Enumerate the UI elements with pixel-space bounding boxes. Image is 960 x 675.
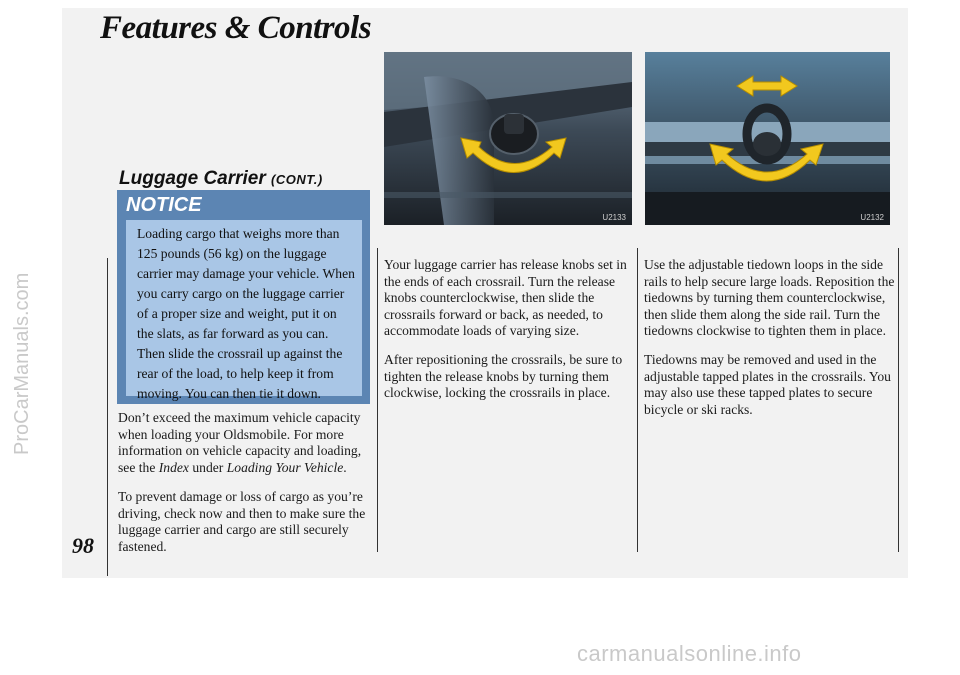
col2-paragraph-2: After repositioning the crossrails, be sure to tighten the release knobs by turning them clockwise, locking the crossrails in place. <box>384 352 623 401</box>
photo-code-right: U2132 <box>860 213 884 222</box>
notice-title: NOTICE <box>126 194 202 216</box>
notice-text: Loading cargo that weighs more than 125 pounds (56 kg) on the luggage carrier may damage your vehicle. When you carry cargo on the luggage carrier of a proper size and weight, put it on the slats, as far forward as you can. Then slide the crossrail up against the rear of the load, to help keep it from moving. You can then tie it down. <box>137 226 355 401</box>
column-rule-left <box>107 258 108 576</box>
loading-ref: Loading Your Vehicle <box>226 459 344 475</box>
col1-paragraph-2: To prevent damage or loss of cargo as you’re driving, check now and then to make sure the luggage carrier and cargo are still securely fastened. <box>118 489 366 554</box>
col3-paragraph-1: Use the adjustable tiedown loops in the side rails to help secure large loads. Reposition the tiedowns by turning them counterclockwise, then slide them along the side rail. Turn the tiedowns clockwise to tighten them in place. <box>644 257 895 339</box>
col1-p1-under: under <box>188 459 227 475</box>
column-rule-mid1 <box>377 248 378 552</box>
col1-p1-text: Don’t exceed the maximum vehicle capacity when loading your Oldsmobile. For more information on vehicle capacity and loading, see the <box>118 410 362 475</box>
col3-paragraph-2: Tiedowns may be removed and used in the adjustable tapped plates in the crossrails. You may also use these tapped plates to secure bicycle or ski racks. <box>644 352 891 417</box>
col1-paragraph-1 <box>118 410 376 476</box>
subsection-cont: (CONT.) <box>271 172 323 187</box>
col1-p1-end: . <box>343 459 347 475</box>
side-watermark-text: ProCarManuals.com <box>11 272 33 455</box>
section-title: Features & Controls <box>100 10 372 46</box>
index-ref: Index <box>158 459 189 475</box>
col2-paragraph-1: Your luggage carrier has release knobs set in the ends of each crossrail. Turn the release knobs counterclockwise, then slide the crossrails forward or back, as needed, to accommodate loads of varying size. <box>384 257 627 339</box>
side-watermark <box>6 0 36 675</box>
column-rule-mid2 <box>637 248 638 552</box>
bottom-watermark: carmanualsonline.info <box>577 641 802 666</box>
page-number: 98 <box>72 533 94 558</box>
subsection-title: Luggage Carrier <box>119 168 266 189</box>
crossrail-knob-photo <box>384 52 632 225</box>
photo-code-left: U2133 <box>602 213 626 222</box>
subsection-heading <box>119 168 323 190</box>
column-rule-right <box>898 248 899 552</box>
tiedown-loop-photo <box>645 52 890 225</box>
